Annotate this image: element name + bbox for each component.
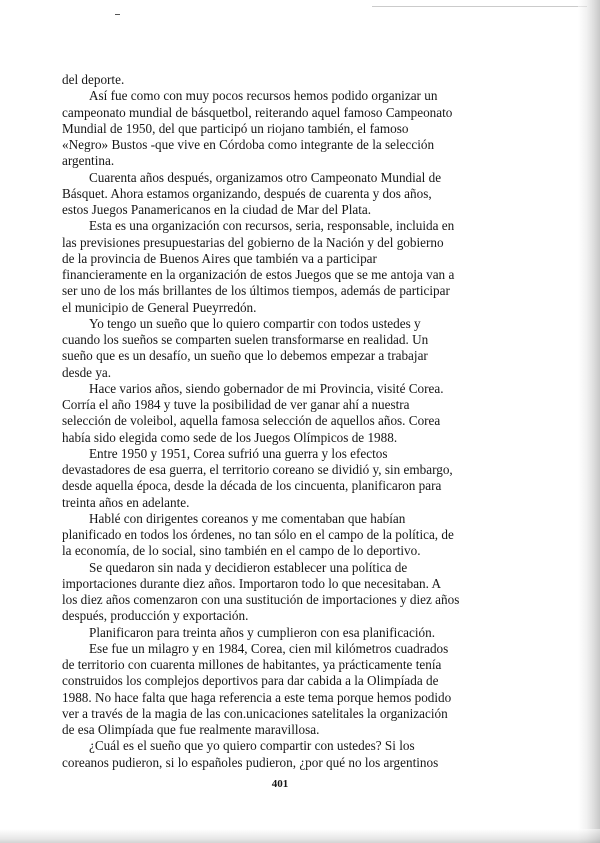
text-line: la economía, de lo social, sino también en el campo de lo deportivo. — [62, 543, 421, 559]
text-line: de la provincia de Buenos Aires que también va a participar — [62, 250, 377, 266]
text-line: coreanos pudieron, si lo españoles pudieron, ¿por qué no los argentinos — [62, 754, 439, 770]
scan-top-rule — [372, 6, 587, 7]
text-line: Ese fue un milagro y en 1984, Corea, cien mil kilómetros cuadrados — [89, 640, 449, 656]
text-line: de territorio con cuarenta millones de habitantes, ya prácticamente tenía — [62, 657, 442, 672]
text-line: ser uno de los más brillantes de los últimos tiempos, además de participar — [62, 283, 450, 299]
page-number: 401 — [271, 778, 289, 790]
text-line: Esta es una organización con recursos, seria, responsable, incluida en — [89, 218, 455, 234]
text-line: del deporte. — [62, 72, 125, 87]
text-line: planificado en todos los órdenes, no tan sólo en el campo de la política, de — [62, 527, 454, 542]
scan-mark — [115, 14, 120, 15]
text-line: construidos los complejos deportivos para dar cabida a la Olimpíada de — [62, 673, 439, 689]
scan-shadow-right — [578, 0, 600, 843]
body-text — [62, 72, 468, 771]
text-line: importaciones durante diez años. Importaron todo lo que necesitaban. A — [62, 575, 442, 591]
text-line: estos Juegos Panamericanos en la ciudad de Mar del Plata. — [62, 202, 372, 217]
text-line: desde ya. — [62, 364, 112, 380]
text-line: Entre 1950 y 1951, Corea sufrió una guerra y los efectos — [89, 445, 388, 461]
text-line: Básquet. Ahora estamos organizando, después de cuarenta y dos años, — [62, 185, 432, 201]
text-line: de esa Olimpíada que fue realmente maravillosa. — [62, 722, 320, 737]
text-line: treinta años en adelante. — [62, 494, 190, 510]
text-line: campeonato mundial de básquetbol, reiterando aquel famoso Campeonato — [62, 104, 453, 120]
text-line: ¿Cuál es el sueño que yo quiero compartir con ustedes? Si los — [89, 738, 415, 754]
text-line: Hablé con dirigentes coreanos y me comentaban que habían — [89, 510, 406, 526]
text-line: 1988. No hace falta que haga referencia a este tema porque hemos podido — [62, 689, 452, 705]
text-line: Así fue como con muy pocos recursos hemos podido organizar un — [89, 88, 438, 104]
text-line: Se quedaron sin nada y decidieron establecer una política de — [89, 559, 408, 575]
text-line: «Negro» Bustos -que vive en Córdoba como integrante de la selección — [62, 137, 435, 152]
text-line: sueño que es un desafío, un sueño que lo debemos empezar a trabajar — [62, 348, 428, 364]
text-line: cuando los sueños se comparten suelen transformarse en realidad. Un — [62, 332, 429, 347]
text-line: devastadores de esa guerra, el territorio coreano se dividió y, sin embargo, — [62, 462, 453, 477]
text-line: ver a través de la magia de las con.unicaciones satelitales la organización — [62, 705, 448, 721]
text-line: desde aquella época, desde la década de los cincuenta, planificaron para — [62, 478, 442, 494]
scan-shadow-bottom — [0, 829, 600, 843]
text-line: Hace varios años, siendo gobernador de mi Provincia, visité Corea. — [89, 380, 444, 396]
text-line: Planificaron para treinta años y cumplieron con esa planificación. — [89, 624, 436, 640]
text-line: Yo tengo un sueño que lo quiero compartir con todos ustedes y — [89, 315, 421, 331]
text-line: los diez años comenzaron con una sustitución de importaciones y diez años — [62, 592, 460, 607]
text-line: después, producción y exportación. — [62, 608, 249, 624]
text-line: selección de voleibol, aquella famosa selección de aquellos años. Corea — [62, 413, 441, 429]
text-line: financieramente en la organización de estos Juegos que se me antoja van a — [62, 267, 455, 282]
text-line: argentina. — [62, 153, 115, 169]
text-line: el municipio de General Pueyrredón. — [62, 299, 257, 315]
text-line: Corría el año 1984 y tuve la posibilidad de ver ganar ahí a nuestra — [62, 397, 410, 412]
text-line: las previsiones presupuestarias del gobierno de la Nación y del gobierno — [62, 234, 444, 250]
text-line: había sido elegida como sede de los Juegos Olímpicos de 1988. — [62, 429, 398, 445]
text-line: Mundial de 1950, del que participó un riojano también, el famoso — [62, 120, 409, 136]
text-line: Cuarenta años después, organizamos otro Campeonato Mundial de — [89, 169, 442, 185]
